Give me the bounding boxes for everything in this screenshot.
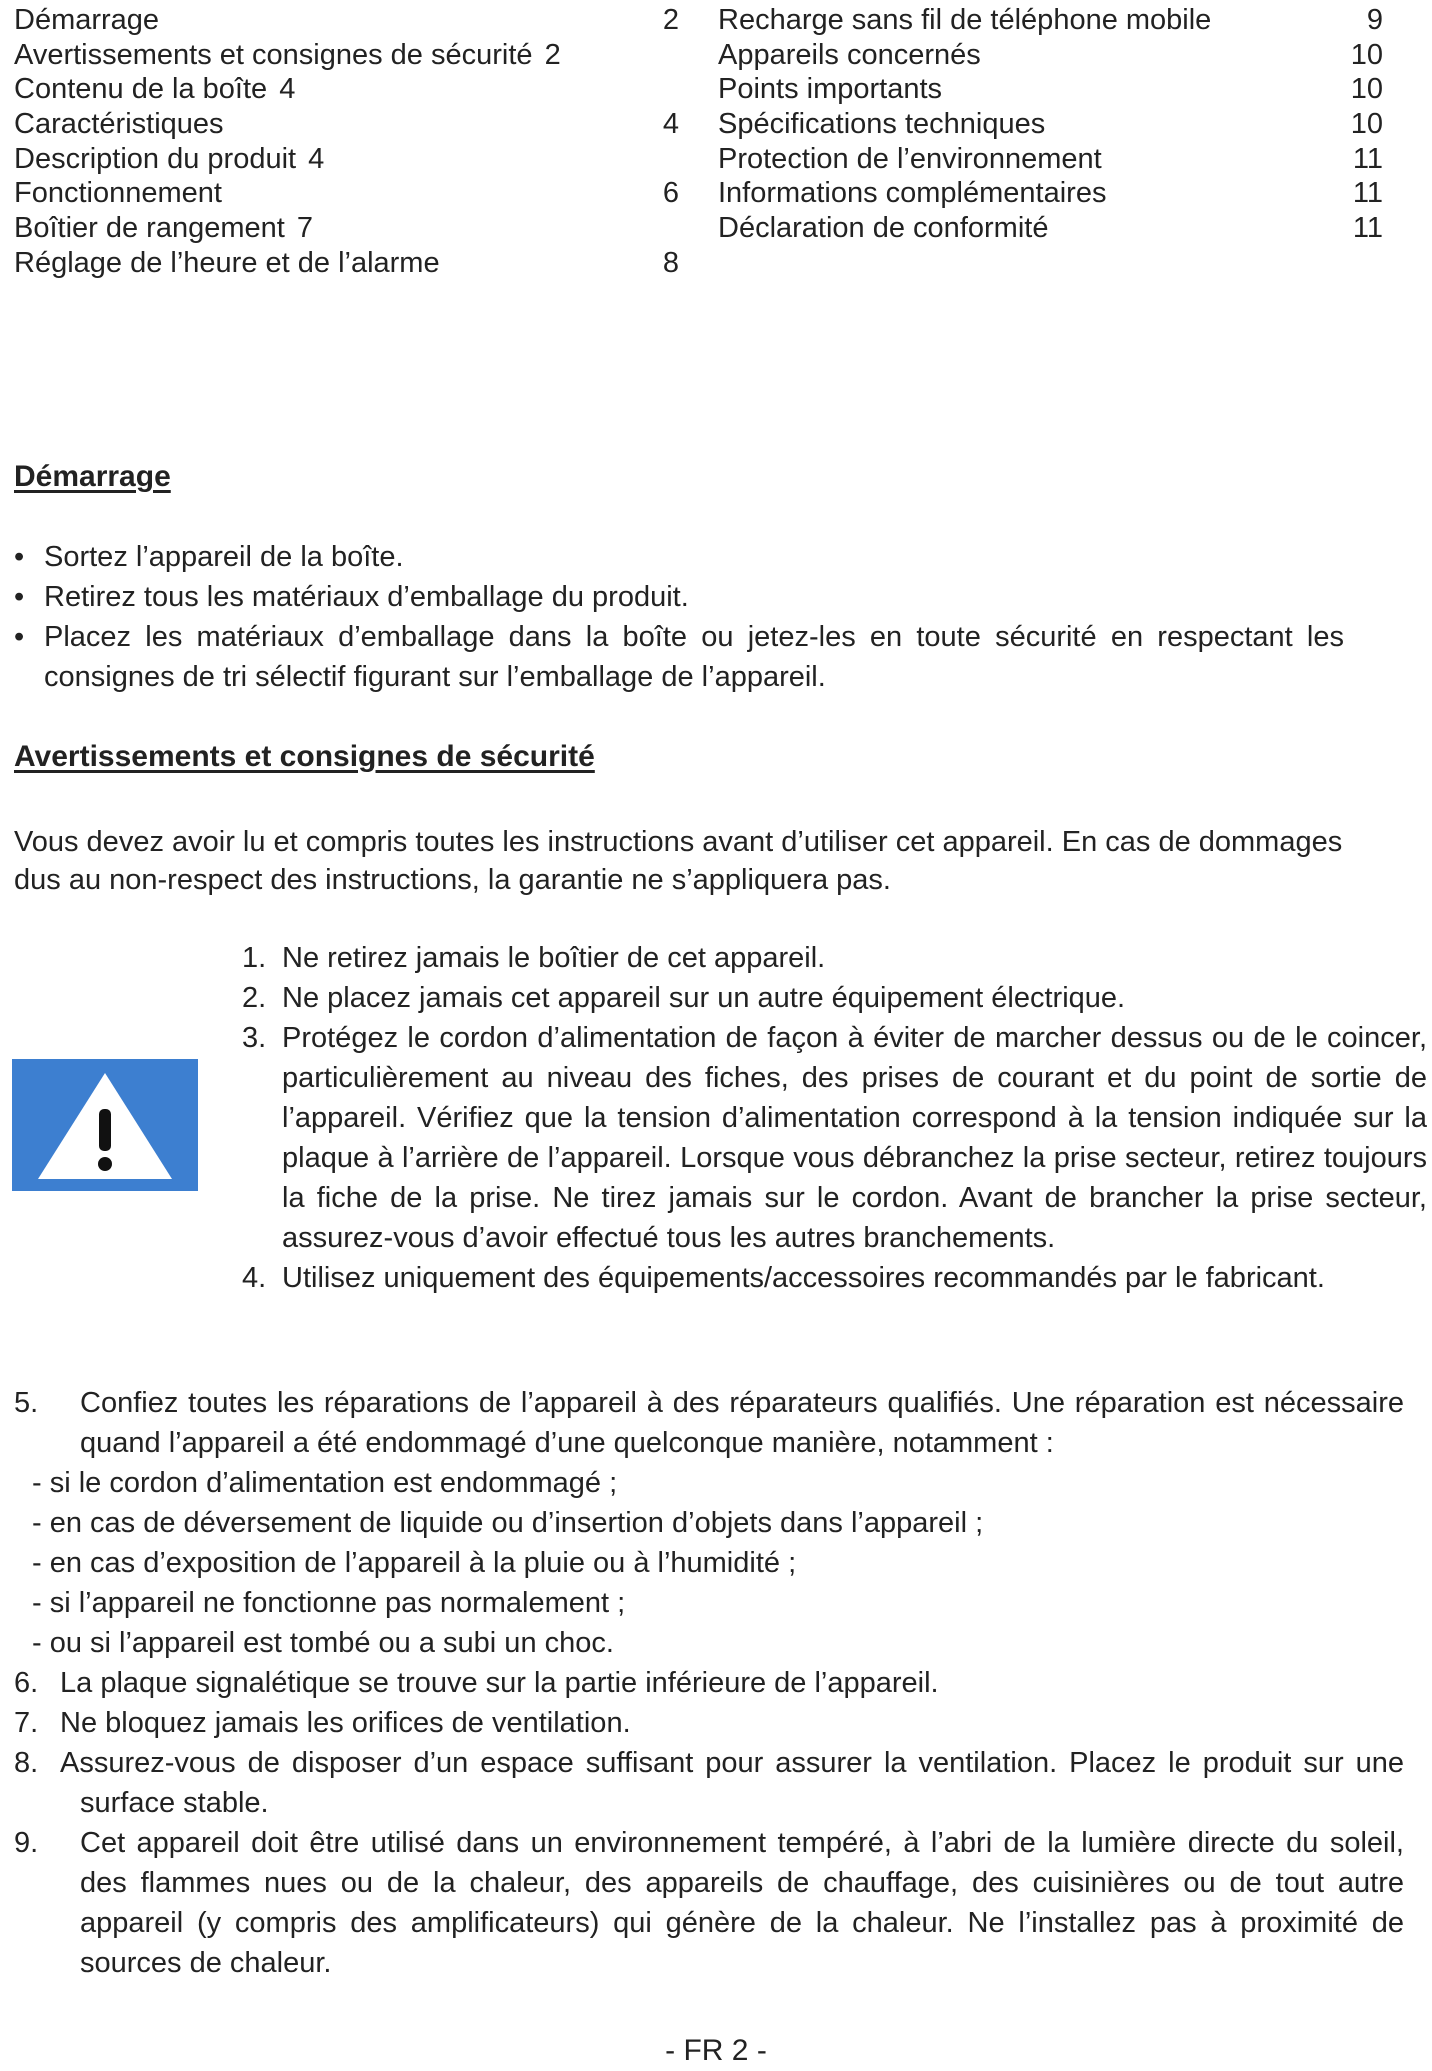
item-text: Ne bloquez jamais les orifices de ventilation. [60,1707,631,1739]
toc-entry-title: Protection de l’environnement [718,142,1102,175]
item-text: Ne retirez jamais le boîtier de cet appareil. [282,942,826,974]
toc-left-column [14,6,679,284]
list-item [14,1703,1404,1743]
demarrage-bullet-list [14,537,1344,697]
toc-right-column [718,6,1383,249]
item-number: 1. [242,942,267,974]
list-item [14,1383,1404,1463]
toc-entry [14,75,679,110]
warning-icon [12,1059,198,1191]
toc-entry [718,179,1383,214]
toc-entry [718,214,1383,249]
toc-entry-page: 8 [662,246,679,279]
section-heading-securite: Avertissements et consignes de sécurité [14,740,595,773]
toc-entry [14,6,679,41]
toc-entry-page: 4 [279,73,296,106]
item-text: Cet appareil doit être utilisé dans un environnement tempéré, à l’abri de la lumière directe du soleil, des flammes nues ou de la chaleur, des appareils de chauffage, des cuisinières ou de tout autre appareil (y compris des amplificateurs) qui génère de la chaleur. Ne l’installez pas à proximité de sources de chaleur. [80,1827,1404,1979]
toc-entry [718,6,1383,41]
toc-entry-title: Points importants [718,73,943,106]
toc-entry-page: 10 [1350,38,1383,71]
list-item: - en cas de déversement de liquide ou d’insertion d’objets dans l’appareil ; [32,1507,984,1539]
toc-entry-title: Avertissements et consignes de sécurité 2 [14,38,561,71]
toc-entry-title: Spécifications techniques [718,108,1046,141]
toc-entry-page: 2 [662,4,679,36]
toc-entry-page: 10 [1350,108,1383,141]
toc-entry-title: Appareils concernés [718,38,981,71]
list-item: • Placez les matériaux d’emballage dans la boîte ou jetez-les en toute sécurité en respectant les consignes de tri sélectif figurant sur l’emballage de l’appareil. [14,617,1344,697]
list-item: • Retirez tous les matériaux d’emballage du produit. [14,577,1344,617]
toc-entry-page: 4 [308,142,325,175]
toc-entry-title: Déclaration de conformité [718,212,1049,245]
list-item [242,1018,1427,1258]
toc-entry-title: Contenu de la boîte 4 [14,73,296,106]
toc-entry-title: Démarrage [14,4,160,36]
toc-entry [718,142,1383,180]
toc-entry-title: Fonctionnement [14,177,222,210]
item-number: 4. [242,1262,267,1294]
toc-entry-page: 6 [662,177,679,210]
toc-entry [14,179,679,214]
toc-entry [14,246,679,284]
toc-entry [14,110,679,145]
safety-list-item5 [14,1383,1404,1463]
list-item [14,1823,1404,1983]
list-item [242,978,1427,1018]
toc-entry-page: 11 [1352,142,1383,175]
item-number: 3. [242,1022,267,1054]
toc-entry-title: Boîtier de rangement 7 [14,212,314,245]
item-number: 7. [14,1707,39,1739]
toc-entry-page: 4 [662,108,679,141]
toc-entry [14,214,679,249]
item-number: 2. [242,982,267,1014]
toc-entry-title: Caractéristiques [14,108,224,141]
list-item [242,938,1427,978]
toc-entry-page: 2 [544,38,561,71]
toc-entry-page: 9 [1366,4,1383,36]
item-text: Assurez-vous de disposer d’un espace suffisant pour assurer la ventilation. Placez le produit sur une surface stable. [60,1747,1404,1819]
toc-entry [718,38,1383,76]
list-item [242,1258,1427,1298]
securite-intro: Vous devez avoir lu et compris toutes les instructions avant d’utiliser cet appareil. En cas de dommages dus au non-respect des instructions, la garantie ne s’appliquera pas. [14,826,1343,896]
toc-entry-page: 10 [1350,73,1383,106]
list-item: - si le cordon d’alimentation est endommagé ; [32,1467,618,1499]
item-number: 6. [14,1667,39,1699]
item-text: Protégez le cordon d’alimentation de façon à éviter de marcher dessus ou de le coincer, particulièrement au niveau des fiches, des prises de courant et du point de sortie de l’appareil. Vérifiez que la tension d’alimentation correspond à la tension indiquée sur la plaque à l’arrière de l’appareil. Lorsque vous débranchez la prise secteur, retirez toujours la fiche de la prise. Ne tirez jamais sur le cordon. Avant de brancher la prise secteur, assurez-vous d’avoir effectué tous les autres branchements. [282,1022,1427,1254]
safety-list-outer [14,1663,1404,1983]
toc-entry-title: Description du produit 4 [14,142,325,175]
toc-entry [718,110,1383,145]
toc-entry-title: Informations complémentaires [718,177,1107,210]
item-number: 9. [14,1827,39,1859]
list-item: - en cas d’exposition de l’appareil à la pluie ou à l’humidité ; [32,1547,797,1579]
item-number: 8. [14,1747,39,1779]
list-item: - ou si l’appareil est tombé ou a subi un choc. [32,1627,614,1659]
toc-entry-page: 11 [1352,212,1383,245]
page-number: - FR 2 - [665,2034,767,2067]
item-number: 5. [14,1387,39,1419]
toc-entry-title: Recharge sans fil de téléphone mobile [718,4,1212,36]
safety-list-inner [242,938,1427,1298]
toc-entry-page: 7 [296,212,314,245]
item-text: Ne placez jamais cet appareil sur un autre équipement électrique. [282,982,1126,1014]
toc-entry [14,38,679,76]
item-text: Utilisez uniquement des équipements/accessoires recommandés par le fabricant. [282,1262,1325,1294]
toc-entry-title: Réglage de l’heure et de l’alarme [14,246,440,279]
list-item [14,1743,1404,1823]
item-text: Confiez toutes les réparations de l’appareil à des réparateurs qualifiés. Une réparation est nécessaire quand l’appareil a été endommagé d’une quelconque manière, notamment : [80,1387,1404,1459]
toc-entry-page: 11 [1352,177,1383,210]
list-item: • Sortez l’appareil de la boîte. [14,537,1344,577]
list-item: - si l’appareil ne fonctionne pas normalement ; [32,1587,626,1619]
list-item [14,1663,1404,1703]
toc-entry [14,142,679,180]
repair-conditions-list [32,1463,983,1663]
section-heading-demarrage: Démarrage [14,460,171,493]
item-text: La plaque signalétique se trouve sur la partie inférieure de l’appareil. [60,1667,939,1699]
toc-entry [718,75,1383,110]
